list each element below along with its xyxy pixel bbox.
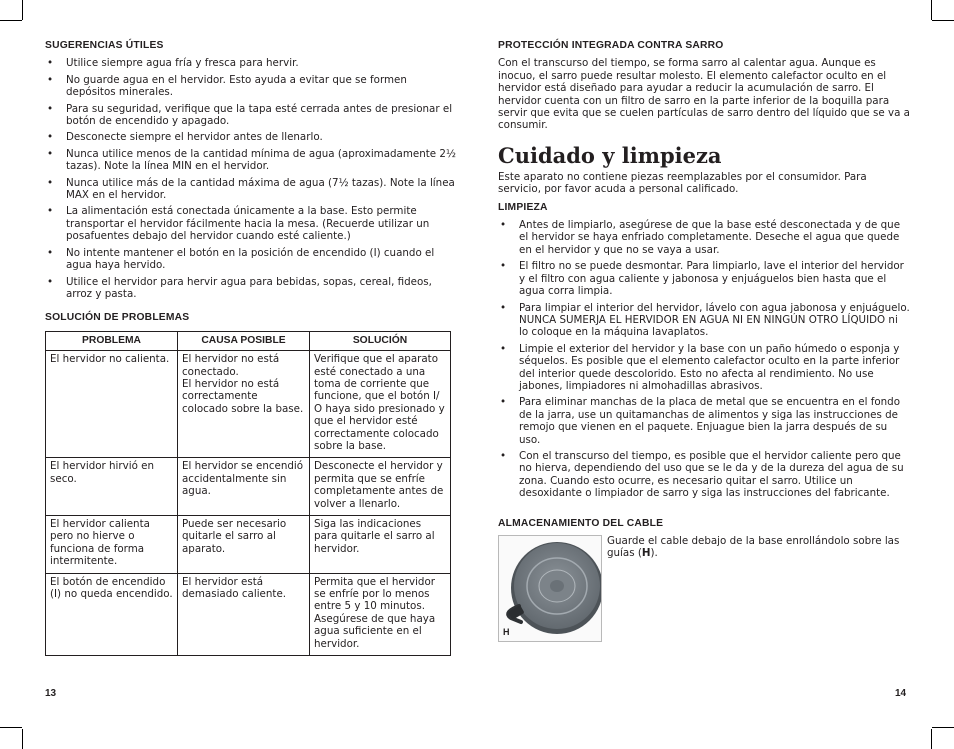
column-header-cause: CAUSA POSIBLE [178,331,310,350]
solution-cell: Siga las indicaciones para quitarle el sarro al hervidor. [310,516,451,574]
list-item: • Para limpiar el interior del hervidor, lávelo con agua jabonosa y enjuáguelo. NUNCA SUMERJA EL HERVIDOR EN AGUA NI EN NINGÚN OTRO LÍQUIDO ni lo coloque en la máquina lavaplatos. [498,302,910,339]
crop-mark [932,727,954,728]
table-row [46,351,451,458]
troubleshooting-table [45,331,451,656]
cause-cell: El hervidor está demasiado caliente. [178,573,310,655]
care-intro: Este aparato no contiene piezas reemplazables por el consumidor. Para servicio, por favor acuda a personal calificado. [498,170,867,196]
crop-mark [931,729,932,749]
cleaning-list [498,219,910,500]
care-title: Cuidado y limpieza [498,142,722,168]
cord-storage-text: Guarde el cable debajo de la base enrollándolo sobre las guías (H). [607,535,900,560]
list-item: • Para eliminar manchas de la placa de metal que se encuentra en el fondo de la jarra, use un quitamanchas de alimentos y siga las instrucciones de remojo que vienen en el paquete. Enjuague bien la jarra después de su uso. [498,396,910,446]
cleaning-heading: LIMPIEZA [498,201,548,213]
troubleshooting-heading: SOLUCIÓN DE PROBLEMAS [45,312,190,324]
right-page [498,40,910,647]
crop-mark [22,0,23,20]
table-row [46,458,451,516]
cord-storage-heading: ALMACENAMIENTO DEL CABLE [498,517,664,529]
list-item: • La alimentación está conectada únicamente a la base. Esto permite transportar el hervidor fácilmente hacia la mesa. (Recuerde utilizar un posafuentes debajo del hervidor cuando esté caliente.) [45,205,457,242]
page-number-left: 13 [45,688,57,699]
scale-protection-heading: PROTECCIÓN INTEGRADA CONTRA SARRO [498,40,724,51]
crop-mark [932,20,954,21]
list-item: • Desconecte siempre el hervidor antes de llenarlo. [45,131,457,143]
list-item: • Antes de limpiarlo, asegúrese de que la base esté desconectada y de que el hervidor se haya enfriado completamente. Deseche el agua que quede en el hervidor y que no se vaya a usar. [498,219,910,256]
list-item: • No intente mantener el botón en la posición de encendido (I) cuando el agua haya hervido. [45,247,457,272]
table-header-row [46,331,451,350]
solution-cell: Verifique que el aparato esté conectado a una toma de corriente que funcione, que el botón I/ O haya sido presionado y que el hervidor esté correctamente colocado sobre la base. [310,351,451,458]
tips-list [45,57,457,300]
cause-cell: Puede ser necesario quitarle el sarro al aparato. [178,516,310,574]
list-item: • El filtro no se puede desmontar. Para limpiarlo, lave el interior del hervidor y el filtro con agua caliente y jabonosa y enjuáguelos bien hasta que el agua corra limpia. [498,260,910,297]
cause-cell: El hervidor no está conectado. El hervidor no está correctamente colocado sobre la base. [178,351,310,458]
list-item: • Con el transcurso del tiempo, es posible que el hervidor caliente pero que no hierva, dependiendo del uso que se le da y de la dureza del agua de su zona. Cuando esto ocurre, es necesario quitar el sarro. Utilice un desoxidante o limpiador de sarro y siga las instrucciones del fabricante. [498,450,910,500]
page-number-right: 14 [895,688,907,699]
list-item: • Utilice el hervidor para hervir agua para bebidas, sopas, cereal, fideos, arroz y pasta. [45,276,457,301]
left-page [45,40,457,656]
tips-heading: SUGERENCIAS ÚTILES [45,40,164,51]
kettle-base-illustration [499,536,601,641]
list-item: • Nunca utilice más de la cantidad máxima de agua (7½ tazas). Note la línea MAX en el hervidor. [45,177,457,202]
problem-cell: El hervidor no calienta. [46,351,178,458]
crop-mark [0,20,22,21]
list-item: • Nunca utilice menos de la cantidad mínima de agua (aproximadamente 2½ tazas). Note la línea MIN en el hervidor. [45,148,457,173]
list-item: • No guarde agua en el hervidor. Esto ayuda a evitar que se formen depósitos minerales. [45,74,457,99]
crop-mark [0,727,22,728]
guide-label-h: H [503,626,510,637]
cause-cell: El hervidor se encendió accidentalmente sin agua. [178,458,310,516]
problem-cell: El botón de encendido (I) no queda encendido. [46,573,178,655]
solution-cell: Permita que el hervidor se enfríe por lo menos entre 5 y 10 minutos. Asegúrese de que haya agua suficiente en el hervidor. [310,573,451,655]
list-item: • Para su seguridad, verifique que la tapa esté cerrada antes de presionar el botón de encendido y apagado. [45,103,457,128]
crop-mark [22,729,23,749]
table-row [46,573,451,655]
crop-mark [931,0,932,20]
base-cord-image [498,535,602,642]
column-header-solution: SOLUCIÓN [310,331,451,350]
table-row [46,516,451,574]
column-header-problem: PROBLEMA [46,331,178,350]
list-item: • Utilice siempre agua fría y fresca para hervir. [45,57,457,69]
problem-cell: El hervidor calienta pero no hierve o funciona de forma intermitente. [46,516,178,574]
problem-cell: El hervidor hirvió en seco. [46,458,178,516]
list-item: • Limpie el exterior del hervidor y la base con un paño húmedo o esponja y séquelos. Es posible que el elemento calefactor oculto en la parte inferior del interior quede descolorido. Esto no afecta al rendimiento. No use jabones, limpiadores ni almohadillas abrasivos. [498,343,910,393]
solution-cell: Desconecte el hervidor y permita que se enfríe completamente antes de volver a llenarlo. [310,458,451,516]
scale-protection-text: Con el transcurso del tiempo, se forma sarro al calentar agua. Aunque es inocuo, el sarro puede resultar molesto. El elemento calefactor oculto en el hervidor está diseñado para ayudar a reducir la acumulación de sarro. El hervidor cuenta con un filtro de sarro en la parte inferior de la boquilla para servir que evita que se cuelen partículas de sarro dentro del líquido que se va a consumir. [498,57,910,132]
cord-storage-section [498,535,910,647]
